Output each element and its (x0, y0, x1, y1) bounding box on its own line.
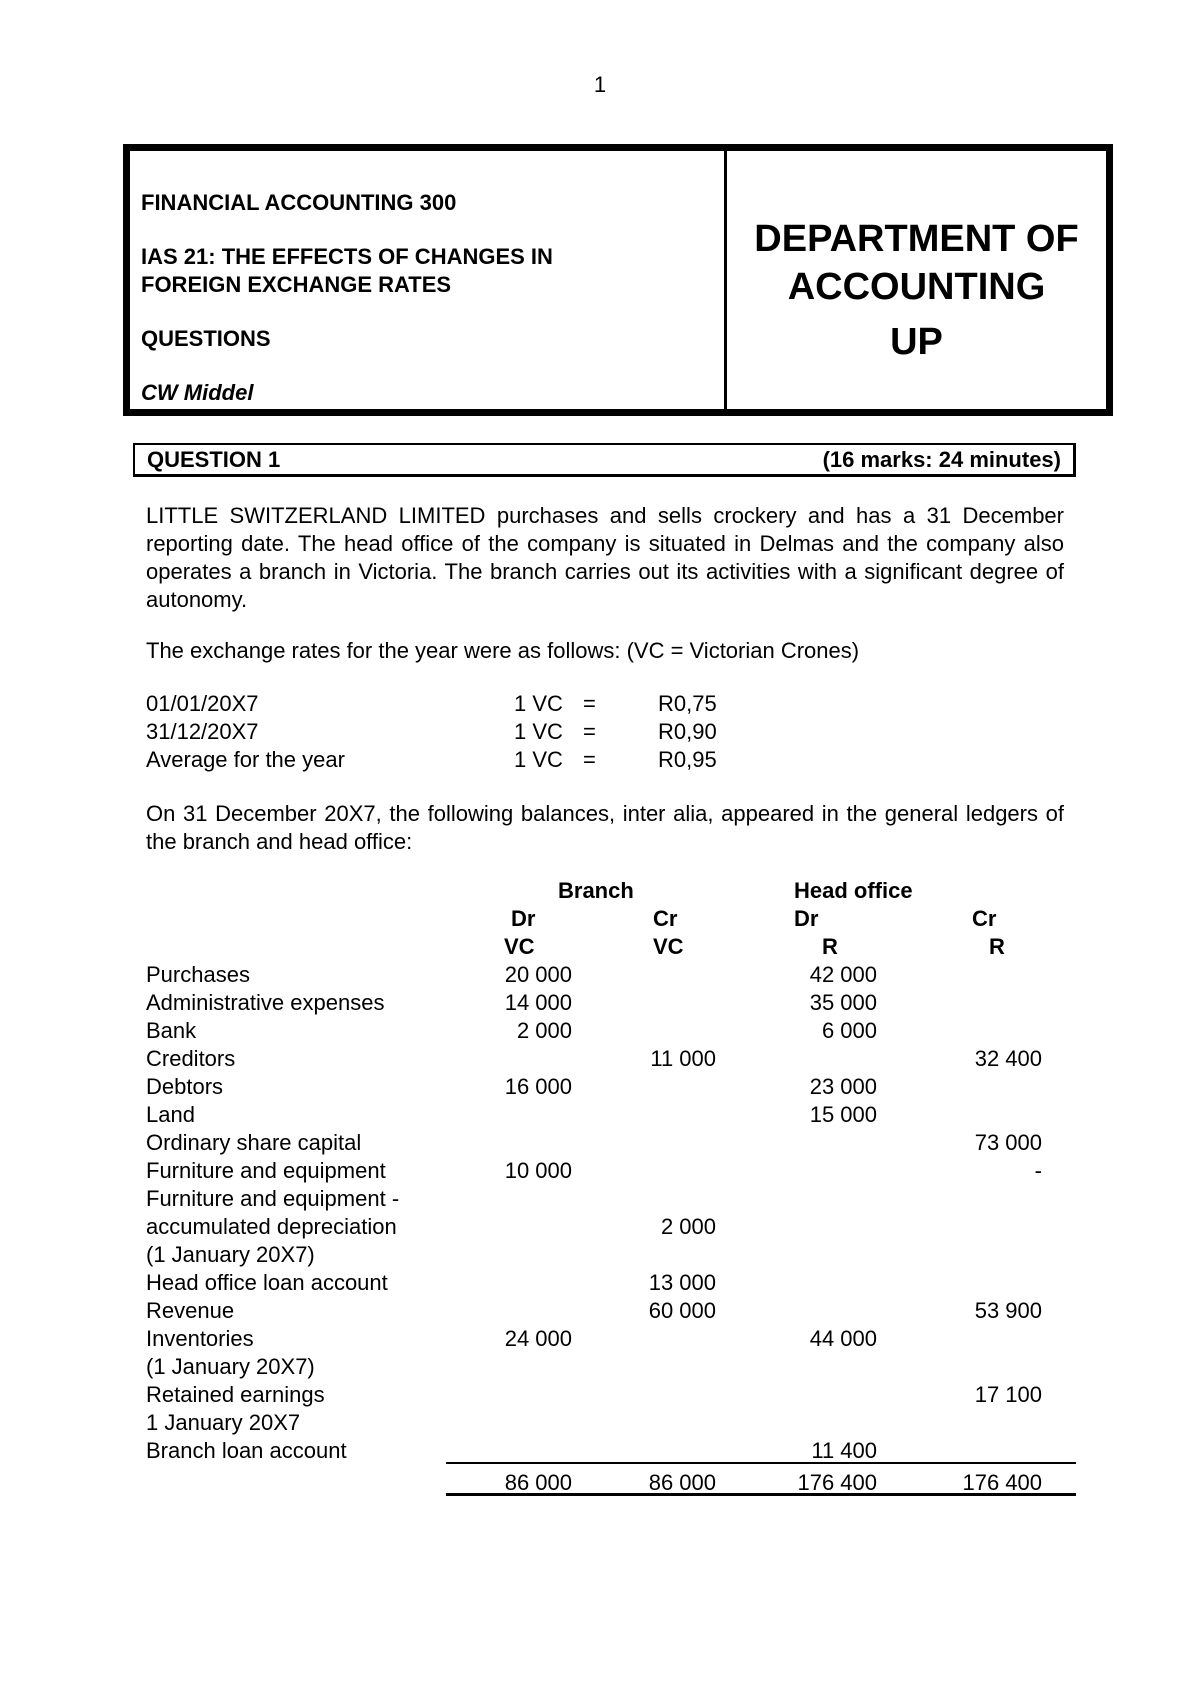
head-dr-value: 44 000 (809, 1326, 877, 1351)
question-title: QUESTION 1 (147, 446, 281, 472)
course-title: FINANCIAL ACCOUNTING 300 (141, 190, 457, 215)
head-dr-value: 35 000 (809, 990, 877, 1015)
branch-dr-value: 10 000 (504, 1158, 572, 1183)
department-line-1: DEPARTMENT OF (754, 218, 1079, 260)
branch-cr-value: 11 000 (650, 1046, 716, 1071)
rate-row (146, 690, 846, 718)
section-label: QUESTIONS (141, 326, 271, 351)
topic-line-1: IAS 21: THE EFFECTS OF CHANGES IN (141, 244, 553, 269)
department-line-3: UP (890, 321, 943, 363)
account-name: Retained earnings (146, 1382, 325, 1407)
branch-dr-value: 14 000 (504, 990, 572, 1015)
ledger-row (146, 1353, 1076, 1381)
head-cr-value: 53 900 (974, 1298, 1042, 1323)
ledger-row (146, 1325, 1076, 1353)
question-intro: LITTLE SWITZERLAND LIMITED purchases and sells crockery and has a 31 December reporting date. The head office of the company is situated in Delmas and the company also operates a branch in Victoria. The branch carries out its activities with a significant degree of autonomy. (146, 503, 1064, 612)
branch-cr-header: Cr (653, 906, 678, 931)
account-name: Creditors (146, 1046, 236, 1071)
rate-row (146, 746, 846, 774)
ledger-row (146, 1185, 1076, 1213)
rate-unit: 1 VC (514, 691, 563, 716)
branch-cr-value: 60 000 (648, 1298, 716, 1323)
ledger-row (146, 1437, 1076, 1465)
account-name: (1 January 20X7) (146, 1242, 315, 1267)
ledger-row (146, 1129, 1076, 1157)
account-name: Branch loan account (146, 1438, 347, 1463)
head-dr-value: 11 400 (811, 1438, 877, 1463)
total-rule-single (446, 1462, 1076, 1464)
head-cr-value: 32 400 (974, 1046, 1042, 1071)
ledger-row (146, 1269, 1076, 1297)
question-marks: (16 marks: 24 minutes) (822, 446, 1061, 472)
topic-line-2: FOREIGN EXCHANGE RATES (141, 272, 452, 297)
total-rule-double (446, 1493, 1076, 1496)
ledger-row (146, 1241, 1076, 1269)
rate-equals: = (583, 747, 596, 772)
head-dr-unit: R (822, 934, 838, 959)
account-name: Furniture and equipment - (146, 1186, 400, 1211)
head-cr-value: 17 100 (974, 1382, 1042, 1407)
rate-equals: = (583, 691, 596, 716)
course-info (130, 151, 727, 409)
account-name: (1 January 20X7) (146, 1354, 315, 1379)
ledger-row (146, 1101, 1076, 1129)
account-name: accumulated depreciation (146, 1214, 397, 1239)
rate-unit: 1 VC (514, 719, 563, 744)
account-name: Inventories (146, 1326, 254, 1351)
ledger-row (146, 1157, 1076, 1185)
ledger-row (146, 1297, 1076, 1325)
ledger-row (146, 1045, 1076, 1073)
ledger-row (146, 1073, 1076, 1101)
rate-value: R0,95 (658, 747, 717, 772)
account-name: Furniture and equipment (146, 1158, 386, 1183)
ledger-row (146, 1213, 1076, 1241)
account-name: Bank (146, 1018, 197, 1043)
branch-dr-value: 2 000 (516, 1018, 572, 1043)
account-name: 1 January 20X7 (146, 1410, 301, 1435)
question-heading (133, 443, 1076, 477)
group-head-office: Head office (794, 878, 913, 903)
branch-cr-unit: VC (653, 934, 684, 959)
account-name: Administrative expenses (146, 990, 385, 1015)
account-name: Land (146, 1102, 195, 1127)
account-name: Ordinary share capital (146, 1130, 362, 1155)
rate-row (146, 718, 846, 746)
account-name: Revenue (146, 1298, 235, 1323)
page-number: 1 (593, 72, 607, 97)
head-dr-value: 42 000 (809, 962, 877, 987)
head-dr-value: 6 000 (821, 1018, 877, 1043)
author: CW Middel (141, 380, 254, 405)
rate-unit: 1 VC (514, 747, 563, 772)
head-cr-unit: R (989, 934, 1005, 959)
department-line-2: ACCOUNTING (787, 266, 1046, 308)
rate-date: 31/12/20X7 (146, 719, 259, 744)
group-branch: Branch (558, 878, 634, 903)
header-box (123, 144, 1113, 416)
rate-value: R0,90 (658, 719, 717, 744)
rate-equals: = (583, 719, 596, 744)
ledger-row (146, 989, 1076, 1017)
head-cr-value: 73 000 (974, 1130, 1042, 1155)
branch-cr-value: 2 000 (660, 1214, 716, 1239)
head-cr-value: - (1034, 1158, 1042, 1183)
branch-dr-value: 20 000 (504, 962, 572, 987)
head-dr-header: Dr (794, 906, 819, 931)
rate-value: R0,75 (658, 691, 717, 716)
total-branch-cr: 86 000 (648, 1470, 716, 1495)
rate-date: Average for the year (146, 747, 345, 772)
ledger-row (146, 961, 1076, 989)
ledger-table (146, 877, 1076, 1497)
total-head-cr: 176 400 (962, 1470, 1042, 1495)
rate-date: 01/01/20X7 (146, 691, 259, 716)
head-dr-value: 15 000 (809, 1102, 877, 1127)
ledger-row (146, 1017, 1076, 1045)
account-name: Head office loan account (146, 1270, 388, 1295)
ledger-body (146, 961, 1076, 1465)
branch-dr-value: 16 000 (504, 1074, 572, 1099)
branch-dr-value: 24 000 (504, 1326, 572, 1351)
total-head-dr: 176 400 (797, 1470, 877, 1495)
account-name: Debtors (146, 1074, 224, 1099)
branch-cr-value: 13 000 (648, 1270, 716, 1295)
ledger-drcr-header (146, 905, 1076, 933)
rates-intro: The exchange rates for the year were as follows: (VC = Victorian Crones) (146, 638, 860, 663)
ledger-unit-header (146, 933, 1076, 961)
department-info (727, 151, 1106, 409)
ledger-group-header (146, 877, 1076, 905)
ledger-row (146, 1381, 1076, 1409)
total-branch-dr: 86 000 (504, 1470, 572, 1495)
branch-dr-header: Dr (511, 906, 536, 931)
ledger-row (146, 1409, 1076, 1437)
head-dr-value: 23 000 (809, 1074, 877, 1099)
head-cr-header: Cr (972, 906, 997, 931)
exchange-rates (146, 690, 846, 774)
account-name: Purchases (146, 962, 250, 987)
branch-dr-unit: VC (504, 934, 535, 959)
balances-intro: On 31 December 20X7, the following balances, inter alia, appeared in the general ledgers of the branch and head office: (146, 801, 1064, 854)
